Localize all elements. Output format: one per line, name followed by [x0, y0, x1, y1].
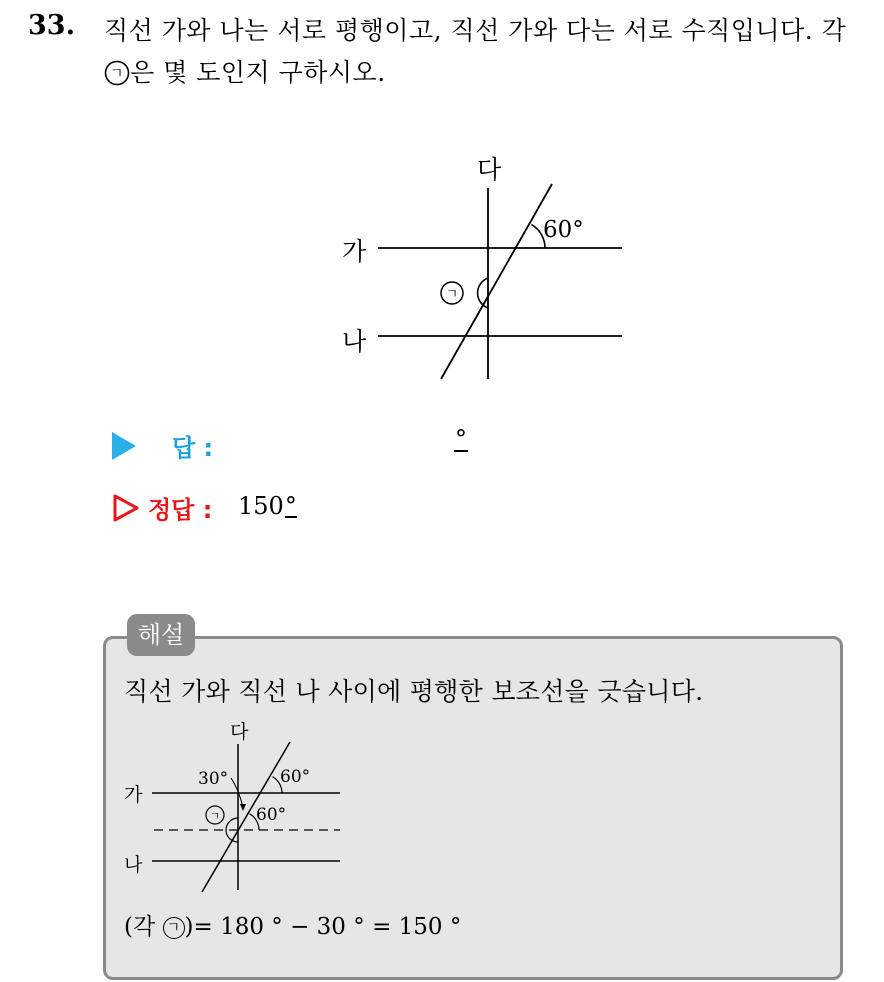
answer-label: 답 : — [172, 434, 214, 462]
svg-text:ㄱ: ㄱ — [445, 287, 459, 302]
expl-label-na: 나 — [124, 854, 143, 876]
answer-input[interactable]: ° — [455, 425, 467, 453]
explanation-figure — [118, 716, 358, 896]
question-text — [104, 10, 874, 94]
answer-triangle-icon — [112, 432, 136, 460]
correct-answer-unit: ° — [284, 492, 297, 520]
main-figure — [330, 148, 630, 388]
explanation-formula — [124, 908, 461, 941]
label-da: 다 — [477, 155, 502, 184]
transversal-line — [441, 184, 552, 379]
label-ga: 가 — [342, 237, 367, 266]
expl-unknown-angle-marker — [206, 806, 224, 824]
correct-answer-value — [238, 492, 297, 520]
explanation-text: 직선 가와 직선 나 사이에 평행한 보조선을 긋습니다. — [124, 677, 704, 706]
angle-60-label: 60° — [543, 217, 584, 243]
correct-answer-row — [110, 488, 510, 528]
question-number: 33. — [28, 10, 75, 41]
formula-prefix: (각 — [124, 914, 163, 940]
formula-rest: )= 180 ° − 30 ° = 150 ° — [184, 914, 462, 940]
circle-mark-icon — [104, 60, 130, 86]
svg-text:ㄱ: ㄱ — [209, 809, 221, 823]
question-text-line2: 은 몇 도인지 구하시오. — [130, 58, 386, 87]
expl-arrowhead-icon — [240, 804, 246, 811]
question-text-line1: 직선 가와 나는 서로 평행이고, 직선 가와 다는 서로 수직입니다. 각 — [104, 16, 847, 45]
answer-row — [110, 425, 510, 464]
unknown-angle-marker — [441, 282, 463, 304]
explanation-tab: 해설 — [127, 614, 195, 656]
correct-triangle-icon — [112, 494, 140, 522]
label-na: 나 — [342, 327, 367, 356]
angle-unknown-arc — [478, 278, 488, 308]
expl-label-da: 다 — [230, 721, 249, 743]
formula-circle-mark: ㄱ — [163, 917, 185, 939]
expl-angle-60-mid: 60° — [256, 805, 287, 825]
expl-angle-60-top: 60° — [280, 767, 311, 787]
circle-mark-text: ㄱ — [109, 66, 125, 82]
correct-answer-label: 정답 : — [148, 496, 213, 524]
expl-label-ga: 가 — [124, 784, 143, 806]
correct-answer-number: 150 — [238, 492, 284, 520]
expl-angle-30: 30° — [198, 769, 229, 789]
